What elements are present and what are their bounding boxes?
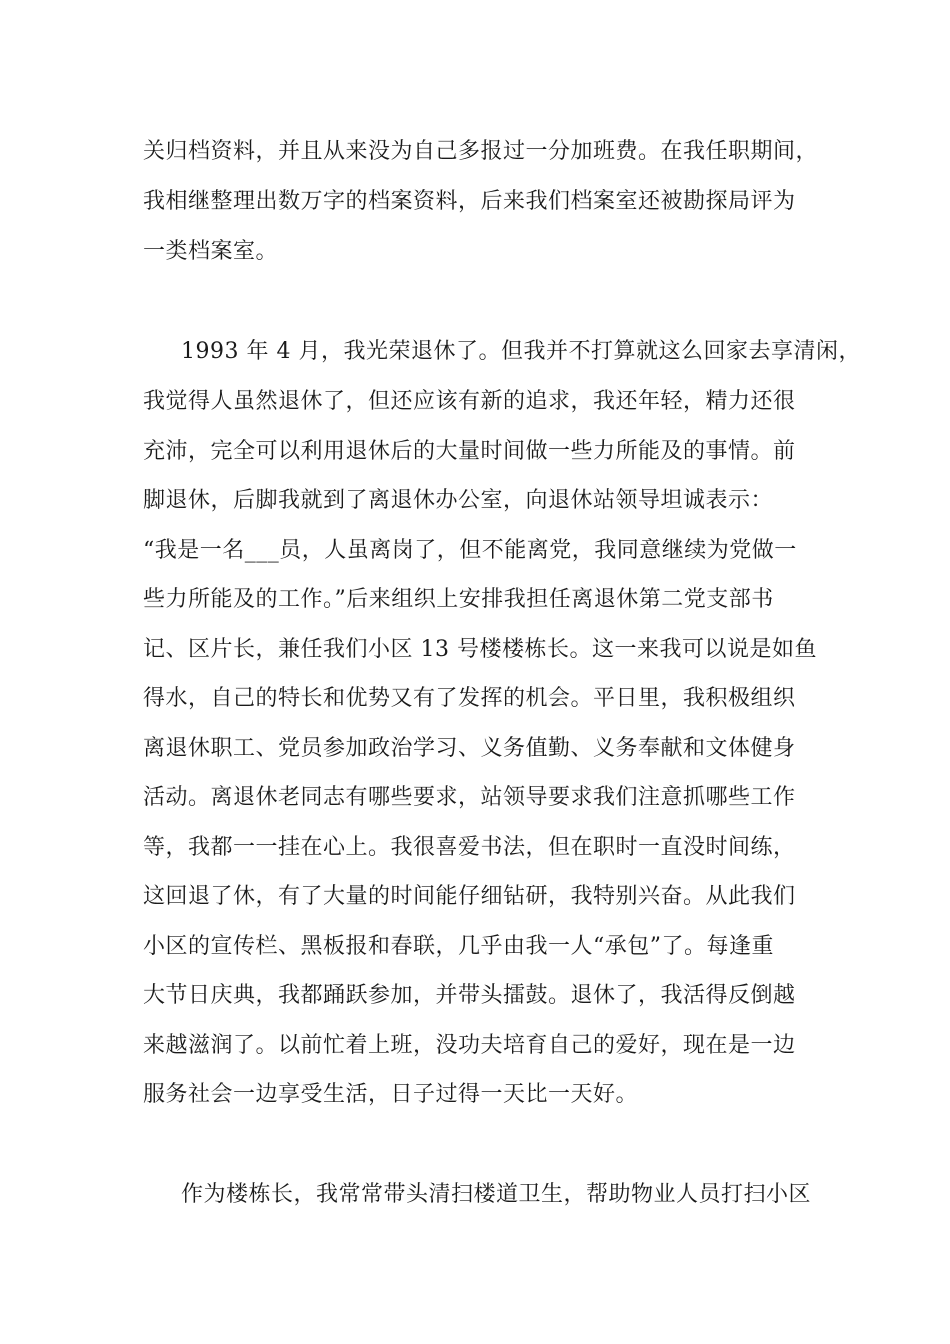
paragraph-2-line-2: 我觉得人虽然退休了，但还应该有新的追求，我还年轻，精力还很 <box>143 389 796 414</box>
paragraph-2-line-13: 小区的宣传栏、黑板报和春联，几乎由我一人“承包”了。每逢重 <box>143 934 774 959</box>
paragraph-2-line-16: 服务社会一边享受生活，日子过得一天比一天好。 <box>143 1082 639 1107</box>
paragraph-2-line-5: “我是一名___员，人虽离岗了，但不能离党，我同意继续为党做一 <box>143 538 797 563</box>
paragraph-1-line-1: 关归档资料，并且从来没为自己多报过一分加班费。在我任职期间， <box>143 139 819 164</box>
paragraph-2-line-9: 离退休职工、党员参加政治学习、义务值勤、义务奉献和文体健身 <box>143 736 796 761</box>
paragraph-2-line-15: 来越滋润了。以前忙着上班，没功夫培育自己的爱好，现在是一边 <box>143 1033 796 1058</box>
paragraph-1-line-3: 一类档案室。 <box>143 239 279 264</box>
paragraph-2-line-6: 些力所能及的工作。”后来组织上安排我担任离退休第二党支部书 <box>143 587 774 612</box>
paragraph-2-line-4: 脚退休，后脚我就到了离退休办公室，向退休站领导坦诚表示： <box>143 488 774 513</box>
paragraph-2-line-8: 得水，自己的特长和优势又有了发挥的机会。平日里，我积极组织 <box>143 686 796 711</box>
paragraph-2-line-10: 活动。离退休老同志有哪些要求，站领导要求我们注意抓哪些工作 <box>143 785 796 810</box>
paragraph-1-line-2: 我相继整理出数万字的档案资料，后来我们档案室还被勘探局评为 <box>143 189 796 214</box>
paragraph-2-line-3: 充沛，完全可以利用退休后的大量时间做一些力所能及的事情。前 <box>143 439 796 464</box>
paragraph-2-line-12: 这回退了休，有了大量的时间能仔细钻研，我特别兴奋。从此我们 <box>143 884 796 909</box>
paragraph-2-line-14: 大节日庆典，我都踊跃参加，并带头擂鼓。退休了，我活得反倒越 <box>143 983 796 1008</box>
paragraph-3-line-1: 作为楼栋长，我常常带头清扫楼道卫生，帮助物业人员打扫小区 <box>181 1182 812 1207</box>
paragraph-2-line-7: 记、区片长，兼任我们小区 13 号楼楼栋长。这一来我可以说是如鱼 <box>143 637 817 662</box>
paragraph-2-line-11: 等，我都一一挂在心上。我很喜爱书法，但在职时一直没时间练， <box>143 835 796 860</box>
paragraph-2-line-1: 1993 年 4 月，我光荣退休了。但我并不打算就这么回家去享清闲， <box>181 339 861 364</box>
